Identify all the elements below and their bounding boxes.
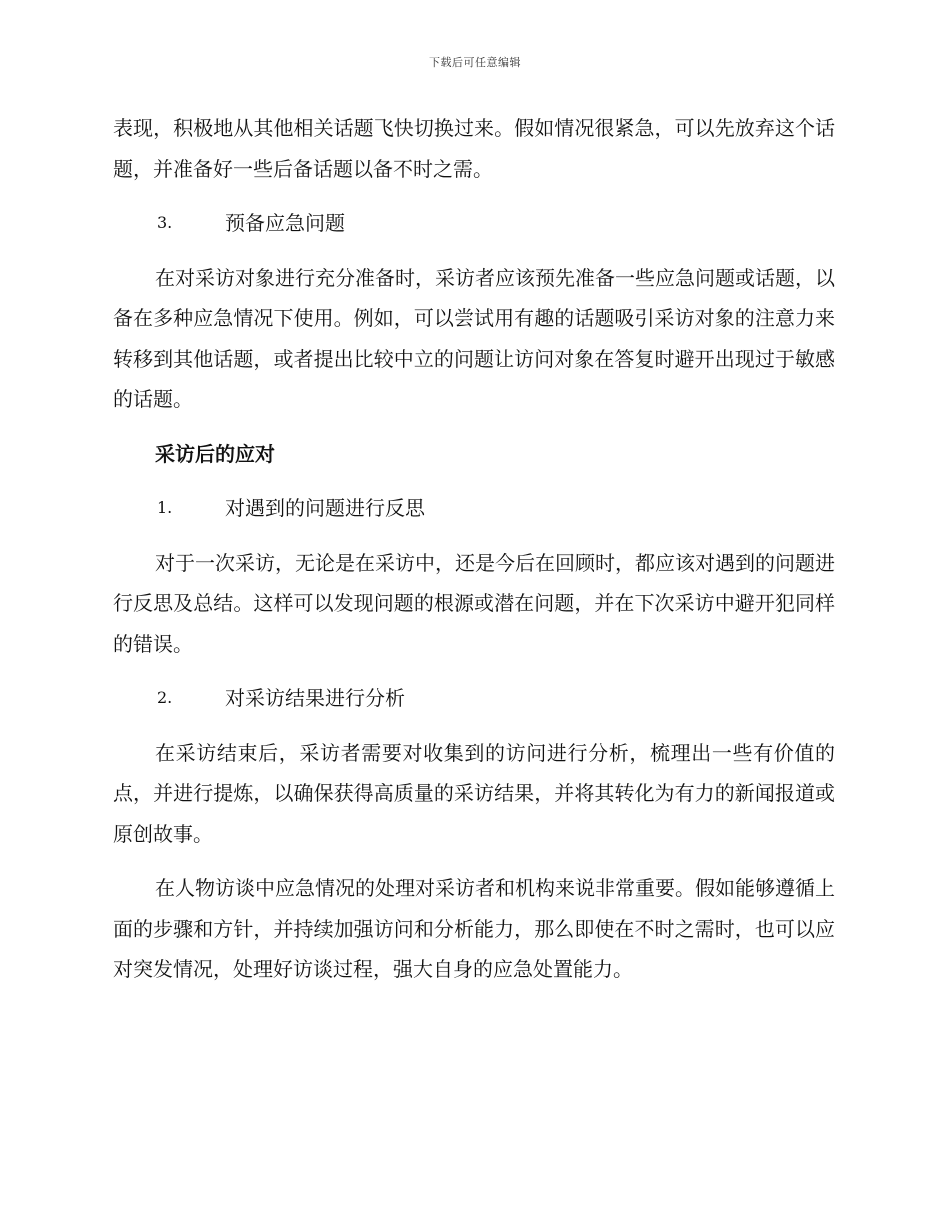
page-header: 下载后可任意编辑: [429, 56, 521, 69]
paragraph-reflection: 对于一次采访，无论是在采访中，还是今后在回顾时，都应该对遇到的问题进行反思及总结。这样可以发现问题的根源或潜在问题，并在下次采访中避开犯同样的错误。: [113, 550, 835, 656]
numbered-heading-2: [113, 678, 835, 719]
list-number: 1.: [157, 498, 173, 517]
section-heading: 采访后的应对: [155, 441, 275, 466]
paragraph-continuation: 表现，积极地从其他相关话题飞快切换过来。假如情况很紧急，可以先放弃这个话题，并准备好一些后备话题以备不时之需。: [113, 116, 835, 181]
list-title: 预备应急问题: [225, 211, 345, 235]
numbered-heading-1: [113, 488, 835, 529]
paragraph-conclusion: 在人物访谈中应急情况的处理对采访者和机构来说非常重要。假如能够遵循上面的步骤和方针，并持续加强访问和分析能力，那么即使在不时之需时，也可以应对突发情况，处理好访谈过程，强大自身的应急处置能力。: [113, 876, 835, 981]
paragraph-analysis: 在采访结束后，采访者需要对收集到的访问进行分析，梳理出一些有价值的点，并进行提炼，以确保获得高质量的采访结果，并将其转化为有力的新闻报道或原创故事。: [113, 740, 835, 846]
list-number: 3.: [157, 213, 173, 232]
list-title: 对遇到的问题进行反思: [225, 496, 425, 520]
list-title: 对采访结果进行分析: [225, 686, 405, 710]
numbered-heading-3: [113, 203, 835, 244]
paragraph-emergency-questions: 在对采访对象进行充分准备时，采访者应该预先准备一些应急问题或话题，以备在多种应急情况下使用。例如，可以尝试用有趣的话题吸引采访对象的注意力来转移到其他话题，或者提出比较中立的问题让访问对象在答复时避开出现过于敏感的话题。: [113, 265, 835, 411]
list-number: 2.: [157, 688, 173, 707]
document-body: [113, 108, 835, 990]
